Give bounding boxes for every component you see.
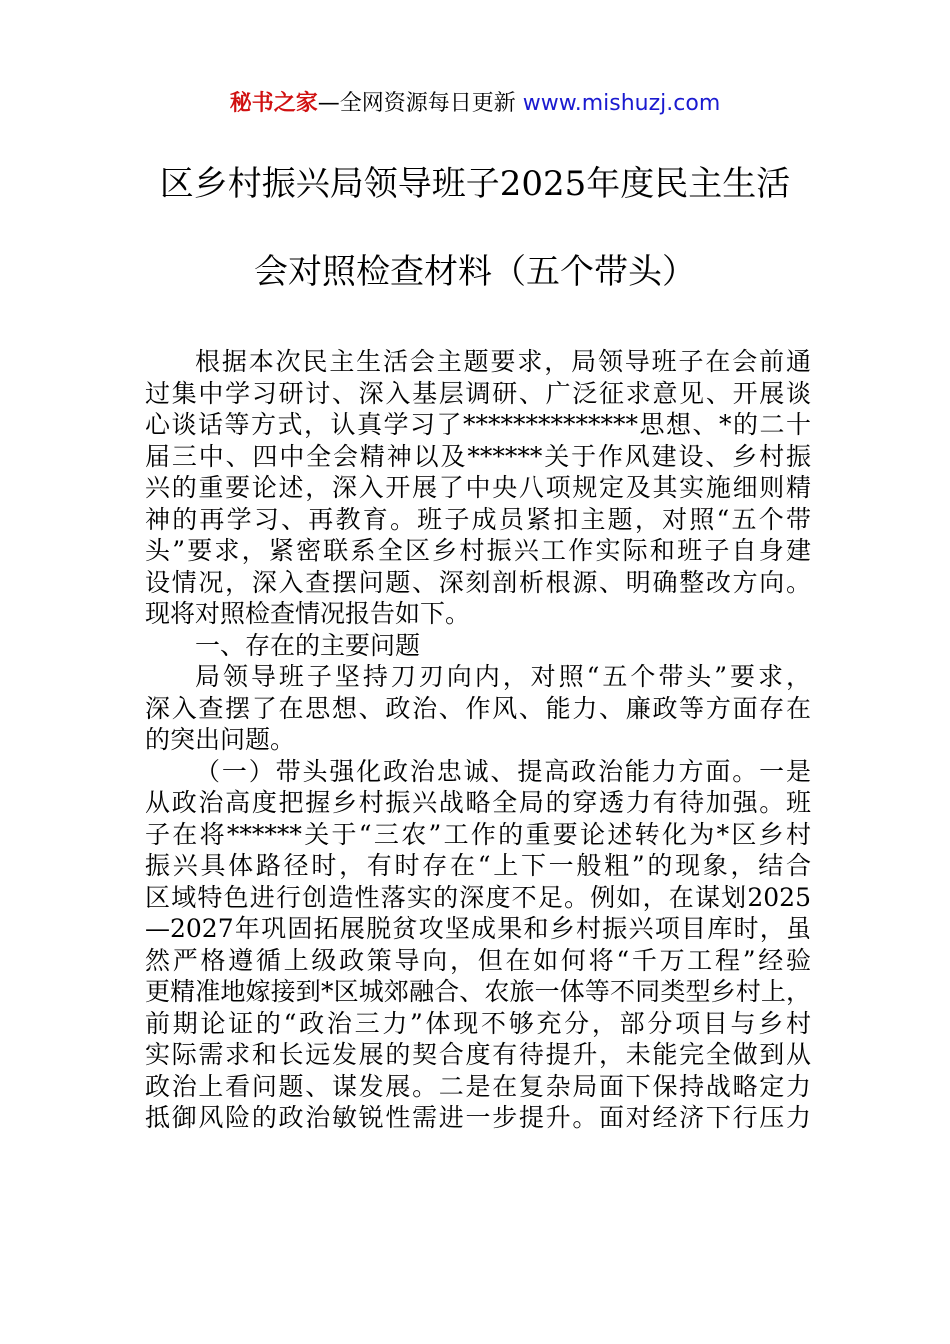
body-line: 更精准地嫁接到*区城郊融合、农旅一体等不同类型乡村上， bbox=[145, 977, 811, 1006]
body-line: 深入查摆了在思想、政治、作风、能力、廉政等方面存在 bbox=[145, 693, 811, 723]
body-line: 头”要求，紧密联系全区乡村振兴工作实际和班子自身建 bbox=[145, 536, 811, 565]
site-header bbox=[0, 88, 950, 120]
document-body bbox=[145, 346, 811, 1134]
body-line: 兴的重要论述，深入开展了中央八项规定及其实施细则精 bbox=[145, 473, 811, 502]
body-line: 根据本次民主生活会主题要求，局领导班子在会前通 bbox=[195, 347, 811, 376]
site-tagline: —全网资源每日更新 bbox=[317, 91, 516, 116]
site-url-link[interactable]: www.mishuzj.com bbox=[522, 91, 721, 116]
body-line: 政治上看问题、谋发展。二是在复杂局面下保持战略定力 bbox=[145, 1071, 811, 1101]
body-line: 前期论证的“政治三力”体现不够充分，部分项目与乡村 bbox=[145, 1008, 811, 1038]
subsection-line: （一）带头强化政治忠诚、提高政治能力方面。一是 bbox=[195, 756, 811, 786]
body-line: 子在将******关于“三农”工作的重要论述转化为*区乡村 bbox=[145, 819, 811, 849]
body-line: 设情况，深入查摆问题、深刻剖析根源、明确整改方向。 bbox=[145, 567, 811, 597]
section-heading: 一、存在的主要问题 bbox=[195, 630, 421, 660]
body-line: 局领导班子坚持刀刃向内，对照“五个带头”要求， bbox=[195, 662, 811, 691]
body-line: 的突出问题。 bbox=[145, 725, 296, 754]
body-line: 心谈话等方式，认真学习了**************思想、*的二十 bbox=[145, 410, 811, 439]
body-line: 然严格遵循上级政策导向，但在如何将“千万工程”经验 bbox=[145, 945, 811, 975]
title-line-2: 会对照检查材料（五个带头） bbox=[254, 252, 696, 292]
body-line: 从政治高度把握乡村振兴战略全局的穿透力有待加强。班 bbox=[145, 788, 811, 817]
body-line: 区域特色进行创造性落实的深度不足。例如，在谋划2025 bbox=[145, 882, 811, 912]
body-line: 实际需求和长远发展的契合度有待提升，未能完全做到从 bbox=[145, 1040, 811, 1069]
document-title bbox=[100, 160, 850, 336]
body-line: 抵御风险的政治敏锐性需进一步提升。面对经济下行压力 bbox=[145, 1103, 811, 1132]
body-line: 神的再学习、再教育。班子成员紧扣主题，对照“五个带 bbox=[145, 504, 811, 534]
body-line: 现将对照检查情况报告如下。 bbox=[145, 599, 471, 628]
body-line: 过集中学习研讨、深入基层调研、广泛征求意见、开展谈 bbox=[145, 378, 811, 408]
title-line-1: 区乡村振兴局领导班子2025年度民主生活 bbox=[159, 164, 791, 204]
body-line: —2027年巩固拓展脱贫攻坚成果和乡村振兴项目库时，虽 bbox=[145, 914, 811, 943]
body-line: 振兴具体路径时，有时存在“上下一般粗”的现象，结合 bbox=[145, 851, 811, 880]
body-line: 届三中、四中全会精神以及******关于作风建设、乡村振 bbox=[145, 441, 811, 471]
site-brand: 秘书之家 bbox=[229, 91, 318, 116]
